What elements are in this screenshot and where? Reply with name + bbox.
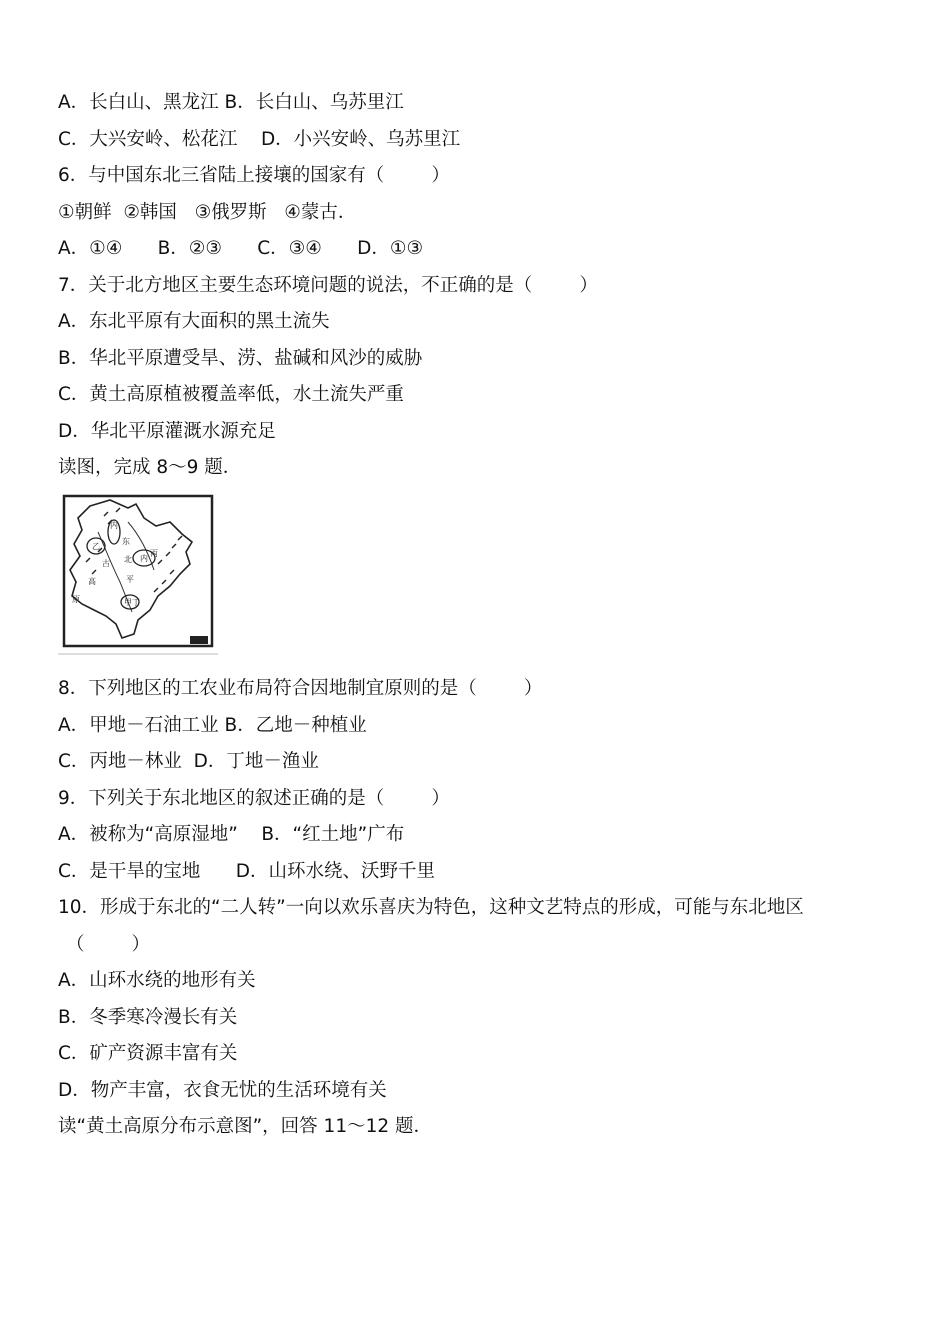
q10-option-b: B．冬季寒冷漫长有关 xyxy=(58,1007,238,1028)
q10-stem-bracket: （ ） xyxy=(66,934,151,955)
q7-option-b: B．华北平原遭受旱、涝、盐碱和风沙的威胁 xyxy=(58,348,423,369)
map-label-jia: 甲 xyxy=(124,598,132,607)
q5-options-ab: A．长白山、黑龙江 B．长白山、乌苏里江 xyxy=(58,92,404,113)
q5-options-cd: C．大兴安岭、松花江 D．小兴安岭、乌苏里江 xyxy=(58,129,461,150)
map-label-nei2: 内 xyxy=(140,554,148,563)
map-label-bei: 北 xyxy=(124,555,132,564)
map-inset-mark xyxy=(190,636,208,644)
q10-option-a: A．山环水绕的地形有关 xyxy=(58,970,256,991)
q8-options-cd: C．丙地－林业 D．丁地－渔业 xyxy=(58,751,319,772)
q10-option-d: D．物产丰富，衣食无忧的生活环境有关 xyxy=(58,1080,387,1101)
map-label-gao: 高 xyxy=(88,577,96,586)
map-label-yi: 乙 xyxy=(92,542,100,551)
q10-option-c: C．矿产资源丰富有关 xyxy=(58,1043,238,1064)
q6-options: A．①④ B．②③ C．③④ D．①③ xyxy=(58,238,424,259)
map-label-yuan: 原 xyxy=(72,595,80,604)
q11-12-intro: 读“黄土高原分布示意图”，回答 11～12 题． xyxy=(58,1116,433,1137)
q10-stem: 10．形成于东北的“二人转”一向以欢乐喜庆为特色，这种文艺特点的形成，可能与东北地区 xyxy=(58,897,804,918)
map-label-ding: 丁 xyxy=(132,598,140,607)
map-label-bing: 丙 xyxy=(150,549,158,558)
map-label-nei1: 内 xyxy=(110,521,118,530)
map-label-gu: 古 xyxy=(102,559,110,568)
northeast-map-figure xyxy=(58,492,220,656)
map-label-ping: 平 xyxy=(126,575,134,584)
q9-options-cd: C．是干旱的宝地 D．山环水绕、沃野千里 xyxy=(58,861,435,882)
q6-stem: 6．与中国东北三省陆上接壤的国家有（ ） xyxy=(58,165,450,186)
q7-option-d: D．华北平原灌溉水源充足 xyxy=(58,421,276,442)
q8-options-ab: A．甲地－石油工业 B．乙地－种植业 xyxy=(58,715,367,736)
q9-options-ab: A．被称为“高原湿地” B．“红土地”广布 xyxy=(58,824,405,845)
q7-option-a: A．东北平原有大面积的黑土流失 xyxy=(58,311,330,332)
q7-stem: 7．关于北方地区主要生态环境问题的说法，不正确的是（ ） xyxy=(58,275,598,296)
q6-items: ①朝鲜 ②韩国 ③俄罗斯 ④蒙古． xyxy=(58,202,357,223)
map-label-dong: 东 xyxy=(122,537,130,546)
map-frame xyxy=(64,496,212,646)
q9-stem: 9．下列关于东北地区的叙述正确的是（ ） xyxy=(58,788,450,809)
q8-9-intro: 读图，完成 8～9 题． xyxy=(58,457,242,478)
q8-stem: 8．下列地区的工农业布局符合因地制宜原则的是（ ） xyxy=(58,678,543,699)
q7-option-c: C．黄土高原植被覆盖率低，水土流失严重 xyxy=(58,384,404,405)
